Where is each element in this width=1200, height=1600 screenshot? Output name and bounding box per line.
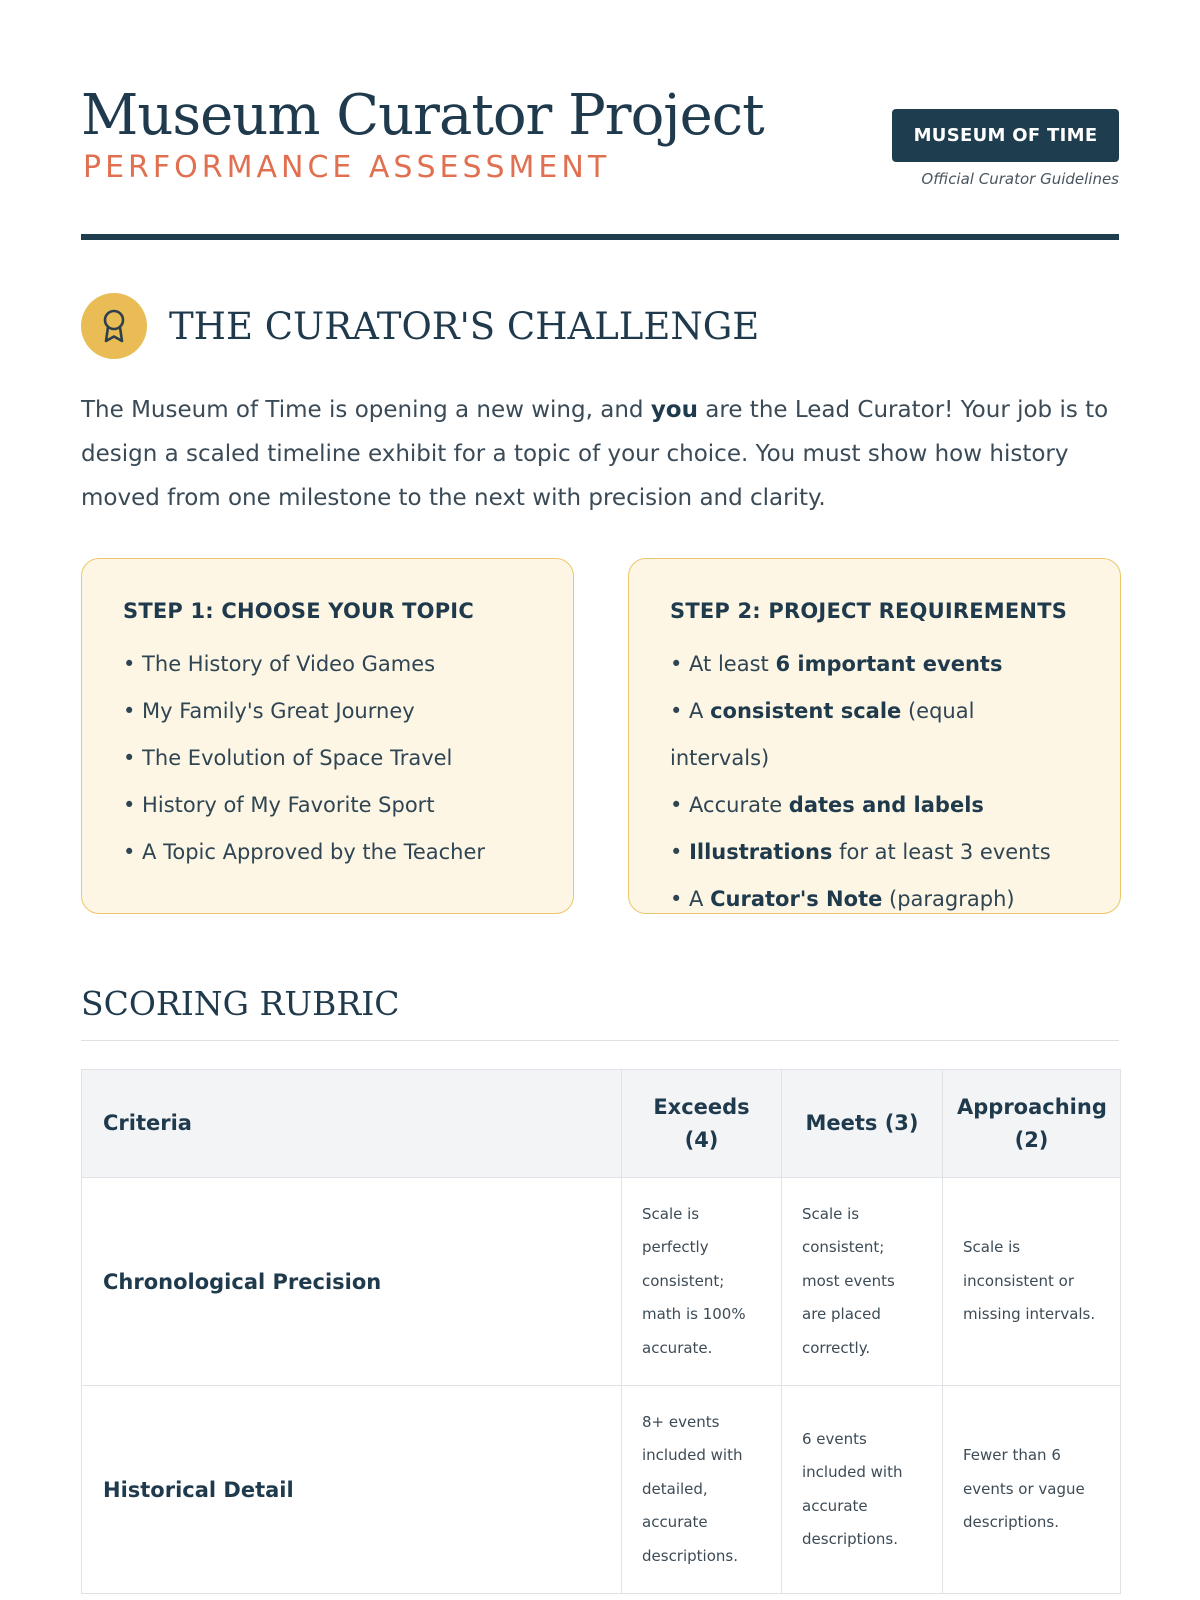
header-meets: Meets (3): [782, 1070, 943, 1178]
page-title: Museum Curator Project: [81, 83, 764, 148]
requirement-emphasis: Illustrations: [689, 840, 833, 864]
requirement-emphasis: Curator's Note: [710, 887, 883, 911]
requirement-text: (paragraph): [882, 887, 1015, 911]
topic-item: • History of My Favorite Sport: [123, 793, 435, 817]
header-criteria: Criteria: [82, 1070, 622, 1178]
criteria-cell: Chronological Precision: [82, 1178, 622, 1386]
topic-item: • The History of Video Games: [123, 652, 436, 676]
challenge-intro: [81, 388, 1119, 520]
requirement-text: for at least 3 events: [832, 840, 1051, 864]
badge-caption: Official Curator Guidelines: [921, 170, 1119, 188]
requirement-emphasis: consistent scale: [710, 699, 902, 723]
table-row: [82, 1386, 1121, 1594]
header-divider: [81, 234, 1119, 240]
requirement-text: • A: [670, 887, 711, 911]
rubric-header-row: [82, 1070, 1121, 1178]
intro-text: The Museum of Time is opening a new wing, and: [81, 397, 651, 423]
step2-card: [628, 558, 1121, 914]
page-subtitle: PERFORMANCE ASSESSMENT: [83, 150, 611, 185]
requirement-text: • Accurate: [670, 793, 789, 817]
approaching-cell: Scale is inconsistent or missing intervals.: [943, 1178, 1121, 1386]
requirement-text: • A: [670, 699, 711, 723]
page-header: [81, 80, 1119, 242]
exceeds-cell: Scale is perfectly consistent; math is 100% accurate.: [622, 1178, 782, 1386]
requirement-item: [670, 829, 1080, 876]
step2-title: STEP 2: PROJECT REQUIREMENTS: [670, 599, 1068, 623]
intro-emphasis: you: [650, 397, 698, 423]
requirement-emphasis: 6 important events: [775, 652, 1003, 676]
award-icon: [81, 293, 147, 359]
table-row: [82, 1178, 1121, 1386]
museum-badge: MUSEUM OF TIME: [892, 109, 1119, 162]
exceeds-cell: 8+ events included with detailed, accurate descriptions.: [622, 1386, 782, 1594]
intro-text-continued: are the Lead Curator! Your job is to design a scaled timeline exhibit for a topic of your choice. You must show how history moved from one milestone to the next with precision and clarity.: [81, 397, 1109, 511]
challenge-heading: [81, 293, 759, 359]
requirement-item: [670, 688, 1080, 782]
topic-item: • My Family's Great Journey: [123, 699, 415, 723]
header-exceeds: Exceeds (4): [622, 1070, 782, 1178]
requirement-text: • At least: [670, 652, 776, 676]
meets-cell: 6 events included with accurate descriptions.: [782, 1386, 943, 1594]
requirement-list: [670, 641, 1080, 923]
topic-item: • The Evolution of Space Travel: [123, 746, 453, 770]
requirement-text: (equal intervals): [670, 699, 975, 770]
approaching-cell: Fewer than 6 events or vague descriptions.: [943, 1386, 1121, 1594]
meets-cell: Scale is consistent; most events are placed correctly.: [782, 1178, 943, 1386]
rubric-title: SCORING RUBRIC: [81, 984, 400, 1023]
step1-title: STEP 1: CHOOSE YOUR TOPIC: [123, 599, 474, 623]
topic-list: [123, 641, 533, 876]
requirement-emphasis: dates and labels: [788, 793, 984, 817]
topic-item: • A Topic Approved by the Teacher: [123, 840, 486, 864]
challenge-title: THE CURATOR'S CHALLENGE: [169, 304, 760, 348]
requirement-text: •: [670, 840, 690, 864]
criteria-cell: Historical Detail: [82, 1386, 622, 1594]
requirement-item: [670, 782, 1080, 829]
rubric-divider: [81, 1040, 1119, 1041]
requirement-item: [670, 876, 1080, 923]
requirement-item: [670, 641, 1080, 688]
step1-card: [81, 558, 574, 914]
header-approaching: Approaching (2): [943, 1070, 1121, 1178]
rubric-table: [81, 1069, 1121, 1594]
